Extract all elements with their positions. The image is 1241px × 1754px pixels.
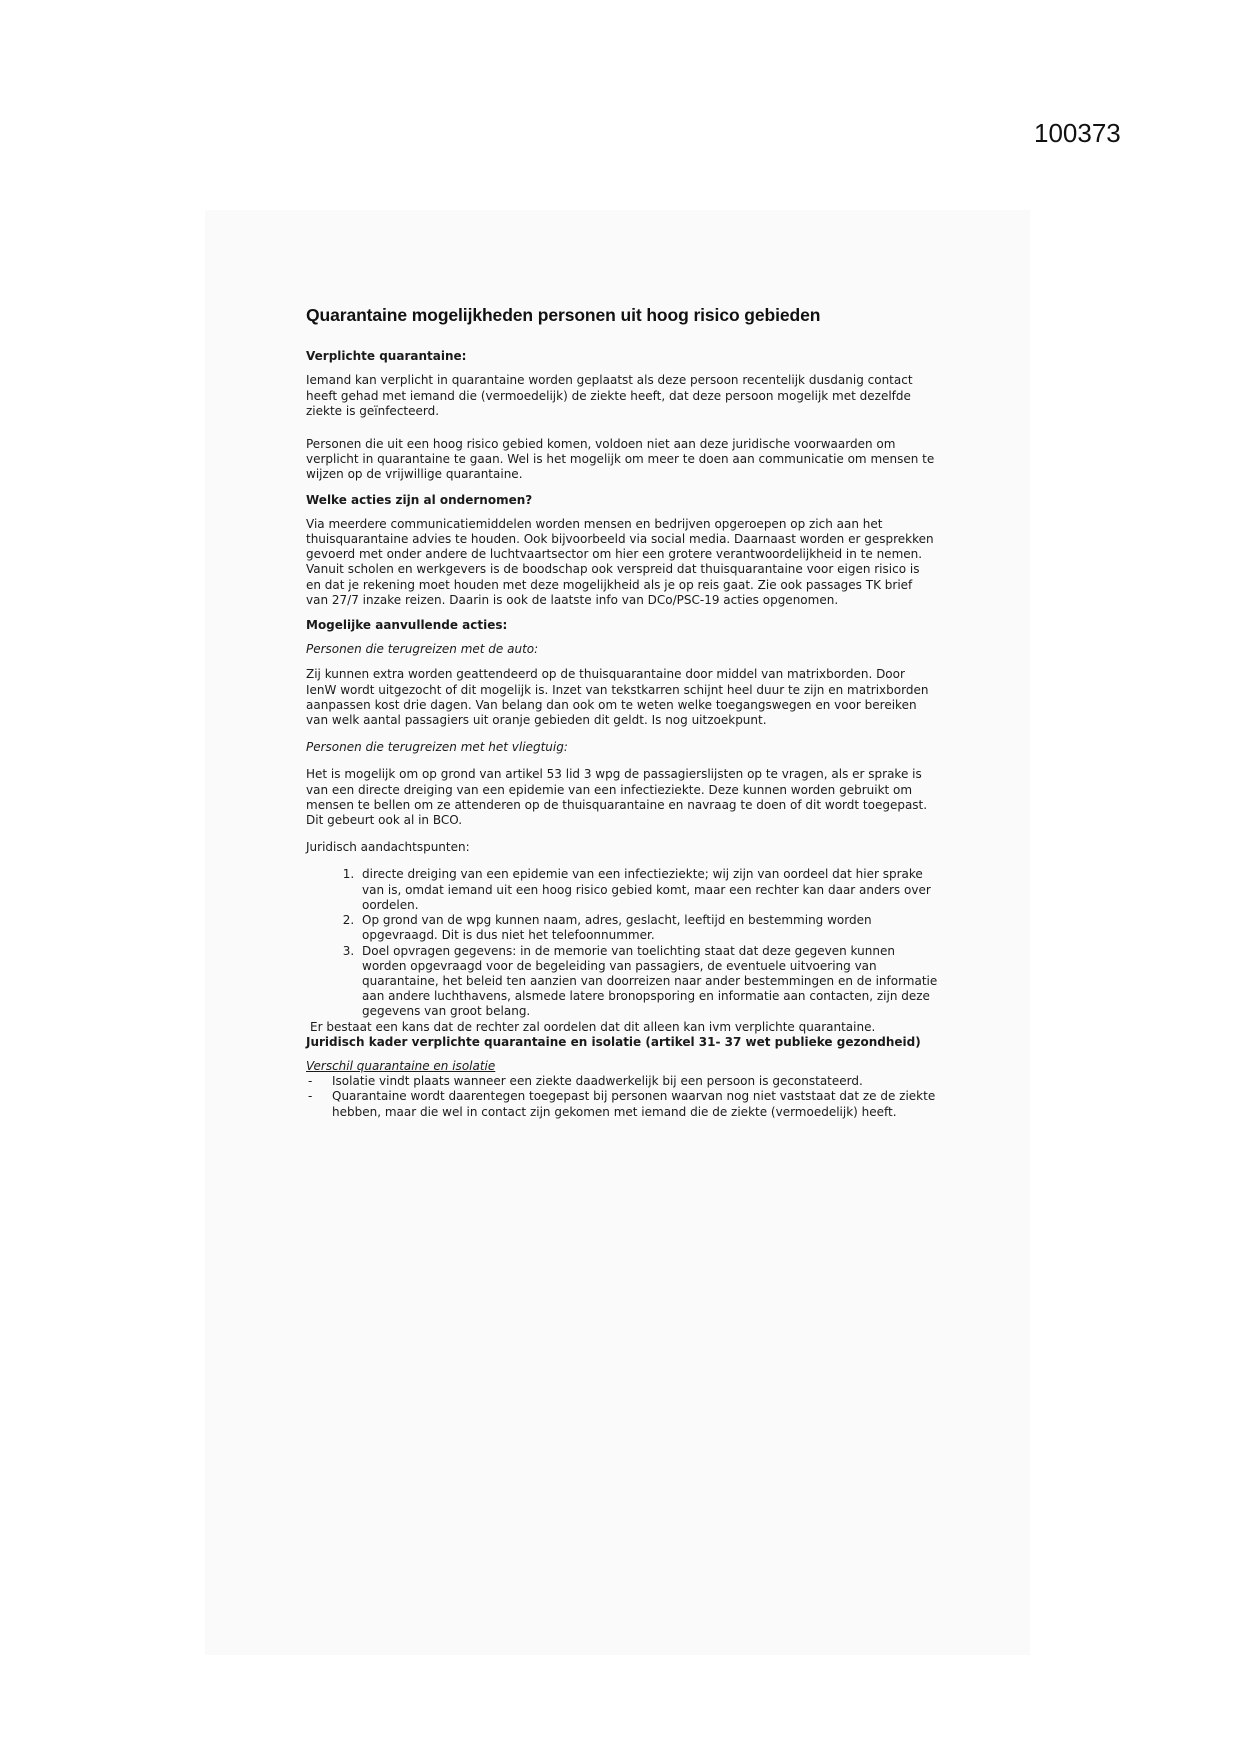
document-number: 100373 [1034, 118, 1121, 148]
difference-list [306, 1074, 938, 1120]
list-item: 1. directe dreiging van een epidemie van een infectieziekte; wij zijn van oordeel dat hier sprake van is, omdat iemand uit een hoog risico gebied komt, maar een rechter kan daar anders over oordelen. [358, 867, 938, 913]
paragraph: Zij kunnen extra worden geattendeerd op de thuisquarantaine door middel van matrixborden. Door IenW wordt uitgezocht of dit mogelijk is. Inzet van tekstkarren schijnt heel duur te zijn en matrixborden aanpassen kost drie dagen. Van belang dan ook om te weten welke toegangswegen en voor bereiken van welk aantal passagiers uit oranje gebieden dit geldt. Is nog uitzoekpunt. [306, 667, 929, 728]
document-title: Quarantaine mogelijkheden personen uit hoog risico gebieden [306, 305, 821, 325]
subheading-vliegtuig: Personen die terugreizen met het vliegtuig: [306, 740, 568, 755]
section-heading-aanvullende-acties: Mogelijke aanvullende acties: [306, 618, 508, 633]
legal-points-label: Juridisch aandachtspunten: [306, 840, 470, 855]
list-item: 2. Op grond van de wpg kunnen naam, adres, geslacht, leeftijd en bestemming worden opgevraagd. Dit is dus niet het telefoonnummer. [358, 913, 938, 943]
section-heading-juridisch-kader: Juridisch kader verplichte quarantaine en isolatie (artikel 31- 37 wet publieke gezondheid) [306, 1034, 921, 1049]
list-item: - Isolatie vindt plaats wanneer een ziekte daadwerkelijk bij een persoon is geconstateerd. [306, 1074, 938, 1089]
note-paragraph: Er bestaat een kans dat de rechter zal oordelen dat dit alleen kan ivm verplichte quarantaine. [310, 1019, 876, 1034]
paragraph: Via meerdere communicatiemiddelen worden mensen en bedrijven opgeroepen op zich aan het thuisquarantaine advies te houden. Ook bijvoorbeeld via social media. Daarnaast worden er gesprekken gevoerd met onder andere de luchtvaartsector om hier een grotere verantwoordelijkheid in te nemen. Vanuit scholen en werkgevers is de boodschap ook verspreid dat thuisquarantaine voor eigen risico is en dat je rekening moet houden met deze mogelijkheid als je op reis gaat. Zie ook passages TK brief van 27/7 inzake reizen. Daarin is ook de laatste info van DCo/PSC-19 acties opgenomen. [306, 516, 934, 607]
list-item: 3. Doel opvragen gegevens: in de memorie van toelichting staat dat deze gegeven kunnen worden opgevraagd voor de begeleiding van passagiers, de eventuele uitvoering van quarantaine, het beleid ten aanzien van doorreizen naar ander bestemmingen en de informatie aan andere luchthavens, alsmede latere bronopsporing en informatie aan contacten, zijn deze gegevens van groot belang. [358, 944, 938, 1020]
section-heading-verplichte-quarantaine: Verplichte quarantaine: [306, 349, 467, 364]
section-heading-acties: Welke acties zijn al ondernomen? [306, 492, 533, 507]
paragraph: Iemand kan verplicht in quarantaine worden geplaatst als deze persoon recentelijk dusdanig contact heeft gehad met iemand die (vermoedelijk) de ziekte heeft, dat deze persoon mogelijk met dezelfde ziekte is geïnfecteerd. [306, 373, 913, 418]
legal-points-list [306, 867, 938, 1019]
paragraph: Personen die uit een hoog risico gebied komen, voldoen niet aan deze juridische voorwaarden om verplicht in quarantaine te gaan. Wel is het mogelijk om meer te doen aan communicatie om mensen te wijzen op de vrijwillige quarantaine. [306, 437, 935, 482]
document-body [306, 305, 938, 1120]
list-item: - Quarantaine wordt daarentegen toegepast bij personen waarvan nog niet vaststaat dat ze de ziekte hebben, maar die wel in contact zijn gekomen met iemand die de ziekte (vermoedelijk) heeft. [306, 1089, 938, 1119]
subheading-auto: Personen die terugreizen met de auto: [306, 642, 539, 657]
paragraph: Het is mogelijk om op grond van artikel 53 lid 3 wpg de passagierslijsten op te vragen, als er sprake is van een directe dreiging van een epidemie van een infectieziekte. Deze kunnen worden gebruikt om mensen te bellen om ze attenderen op de thuisquarantaine en navraag te doen of dit wordt toegepast. Dit gebeurt ook al in BCO. [306, 767, 928, 828]
subheading-verschil: Verschil quarantaine en isolatie [306, 1058, 496, 1073]
